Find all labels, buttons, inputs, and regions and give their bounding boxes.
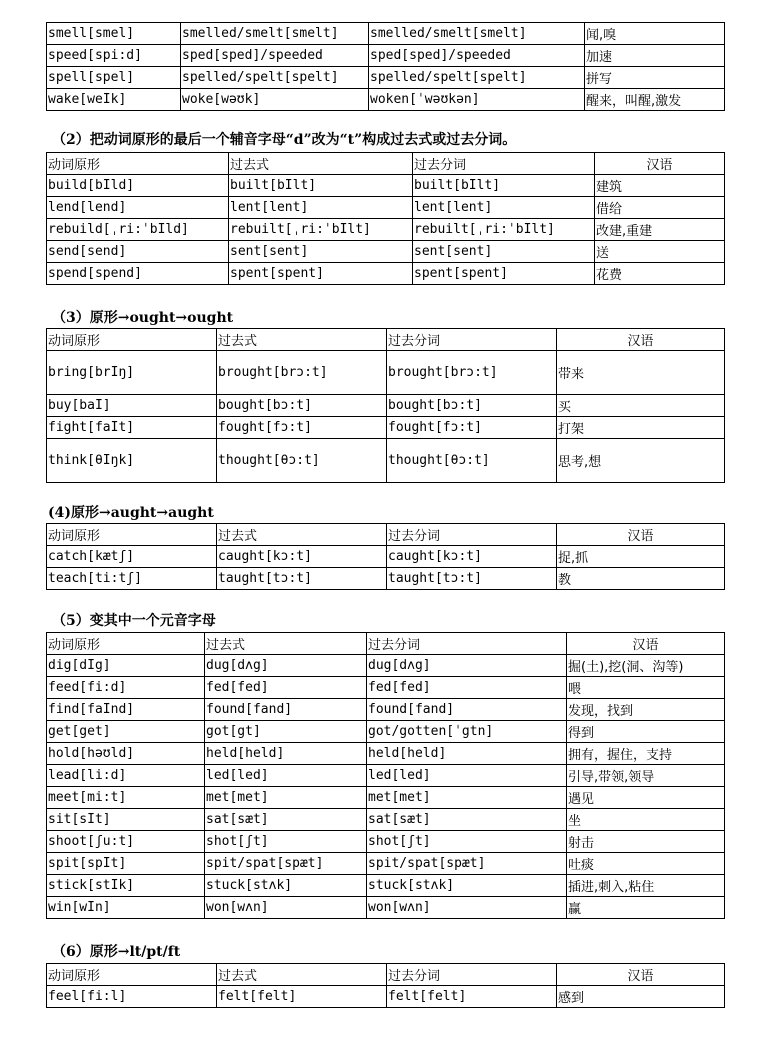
table-row — [47, 241, 725, 263]
header-past-participle: 过去分词 — [387, 964, 557, 986]
chinese-meaning-cell: 花费 — [595, 263, 725, 285]
base-form-cell: wake[weIk] — [47, 89, 181, 111]
section-title: （5）变其中一个元音字母 — [52, 613, 216, 629]
base-form-cell: speed[spi:d] — [47, 45, 181, 67]
base-form-cell: feed[fi:d] — [47, 677, 205, 699]
base-form-cell: lead[li:d] — [47, 765, 205, 787]
verb-table-aught — [46, 523, 725, 590]
past-tense-cell: held[held] — [205, 743, 367, 765]
chinese-meaning-cell: 借给 — [595, 197, 725, 219]
past-participle-cell: found[fand] — [367, 699, 567, 721]
header-past-tense: 过去式 — [205, 633, 367, 655]
section-title: （3）原形→ought→ought — [52, 310, 234, 326]
table-row — [47, 197, 725, 219]
past-participle-cell: spit/spat[spæt] — [367, 853, 567, 875]
past-participle-cell: fed[fed] — [367, 677, 567, 699]
table-row — [47, 875, 725, 897]
past-participle-cell: held[held] — [367, 743, 567, 765]
past-participle-cell: won[wʌn] — [367, 897, 567, 919]
past-participle-cell: lent[lent] — [413, 197, 595, 219]
base-form-cell: smell[smel] — [47, 23, 181, 45]
past-tense-cell: dug[dʌg] — [205, 655, 367, 677]
chinese-meaning-cell: 建筑 — [595, 175, 725, 197]
chinese-meaning-cell: 坐 — [567, 809, 725, 831]
past-tense-cell: got[gt] — [205, 721, 367, 743]
table-row — [47, 831, 725, 853]
base-form-cell: feel[fi:l] — [47, 986, 217, 1008]
table-header-row — [47, 633, 725, 655]
base-form-cell: teach[ti:tʃ] — [47, 568, 217, 590]
past-tense-cell: fed[fed] — [205, 677, 367, 699]
table-header-row — [47, 524, 725, 546]
past-tense-cell: spent[spent] — [229, 263, 413, 285]
chinese-meaning-cell: 赢 — [567, 897, 725, 919]
header-past-participle: 过去分词 — [413, 153, 595, 175]
base-form-cell: win[wIn] — [47, 897, 205, 919]
header-past-tense: 过去式 — [217, 524, 387, 546]
past-tense-cell: sped[sped]/speeded — [181, 45, 369, 67]
past-tense-cell: led[led] — [205, 765, 367, 787]
verb-table-continued — [46, 22, 725, 111]
chinese-meaning-cell: 吐痰 — [567, 853, 725, 875]
verb-table-vowel-change — [46, 632, 725, 919]
table-row — [47, 263, 725, 285]
past-participle-cell: smelled/smelt[smelt] — [369, 23, 585, 45]
past-tense-cell: smelled/smelt[smelt] — [181, 23, 369, 45]
table-row — [47, 45, 725, 67]
base-form-cell: hold[həʊld] — [47, 743, 205, 765]
header-past-tense: 过去式 — [217, 964, 387, 986]
past-participle-cell: met[met] — [367, 787, 567, 809]
header-past-participle: 过去分词 — [387, 329, 557, 351]
chinese-meaning-cell: 掘(土),挖(洞、沟等) — [567, 655, 725, 677]
base-form-cell: dig[dIg] — [47, 655, 205, 677]
table-row — [47, 721, 725, 743]
chinese-meaning-cell: 捉,抓 — [557, 546, 725, 568]
past-participle-cell: woken[ˈwəʊkən] — [369, 89, 585, 111]
table-row — [47, 395, 725, 417]
past-participle-cell: stuck[stʌk] — [367, 875, 567, 897]
base-form-cell: get[get] — [47, 721, 205, 743]
past-participle-cell: sent[sent] — [413, 241, 595, 263]
chinese-meaning-cell: 改建,重建 — [595, 219, 725, 241]
past-tense-cell: met[met] — [205, 787, 367, 809]
chinese-meaning-cell: 买 — [557, 395, 725, 417]
base-form-cell: rebuild[ˌri:ˈbIld] — [47, 219, 229, 241]
section-title: (4)原形→aught→aught — [48, 505, 214, 521]
table-row — [47, 655, 725, 677]
table-row — [47, 677, 725, 699]
chinese-meaning-cell: 发现，找到 — [567, 699, 725, 721]
past-participle-cell: taught[tɔ:t] — [387, 568, 557, 590]
header-base-form: 动词原形 — [47, 153, 229, 175]
past-tense-cell: fought[fɔ:t] — [217, 417, 387, 439]
header-past-tense: 过去式 — [217, 329, 387, 351]
verb-table-lt-pt-ft — [46, 963, 725, 1008]
past-participle-cell: shot[ʃt] — [367, 831, 567, 853]
past-tense-cell: built[bIlt] — [229, 175, 413, 197]
past-tense-cell: woke[wəʊk] — [181, 89, 369, 111]
chinese-meaning-cell: 喂 — [567, 677, 725, 699]
header-chinese: 汉语 — [557, 964, 725, 986]
base-form-cell: buy[baI] — [47, 395, 217, 417]
chinese-meaning-cell: 闻,嗅 — [585, 23, 725, 45]
base-form-cell: send[send] — [47, 241, 229, 263]
past-tense-cell: won[wʌn] — [205, 897, 367, 919]
chinese-meaning-cell: 带来 — [557, 351, 725, 395]
past-tense-cell: lent[lent] — [229, 197, 413, 219]
past-participle-cell: felt[felt] — [387, 986, 557, 1008]
header-base-form: 动词原形 — [47, 633, 205, 655]
chinese-meaning-cell: 拥有，握住，支持 — [567, 743, 725, 765]
past-participle-cell: built[bIlt] — [413, 175, 595, 197]
past-tense-cell: spelled/spelt[spelt] — [181, 67, 369, 89]
past-participle-cell: fought[fɔ:t] — [387, 417, 557, 439]
table-row — [47, 546, 725, 568]
section-title: （6）原形→lt/pt/ft — [52, 944, 181, 960]
table-header-row — [47, 329, 725, 351]
header-chinese: 汉语 — [567, 633, 725, 655]
header-chinese: 汉语 — [595, 153, 725, 175]
past-tense-cell: caught[kɔ:t] — [217, 546, 387, 568]
chinese-meaning-cell: 遇见 — [567, 787, 725, 809]
header-past-tense: 过去式 — [229, 153, 413, 175]
chinese-meaning-cell: 教 — [557, 568, 725, 590]
table-row — [47, 743, 725, 765]
past-participle-cell: led[led] — [367, 765, 567, 787]
chinese-meaning-cell: 得到 — [567, 721, 725, 743]
table-row — [47, 23, 725, 45]
verb-table-ought — [46, 328, 725, 483]
past-tense-cell: thought[θɔ:t] — [217, 439, 387, 483]
table-row — [47, 897, 725, 919]
chinese-meaning-cell: 射击 — [567, 831, 725, 853]
base-form-cell: bring[brIŋ] — [47, 351, 217, 395]
past-tense-cell: bought[bɔ:t] — [217, 395, 387, 417]
past-tense-cell: taught[tɔ:t] — [217, 568, 387, 590]
base-form-cell: sit[sIt] — [47, 809, 205, 831]
base-form-cell: spend[spend] — [47, 263, 229, 285]
past-tense-cell: rebuilt[ˌri:ˈbIlt] — [229, 219, 413, 241]
past-tense-cell: found[fand] — [205, 699, 367, 721]
chinese-meaning-cell: 醒来，叫醒,激发 — [585, 89, 725, 111]
past-participle-cell: sat[sæt] — [367, 809, 567, 831]
past-tense-cell: brought[brɔ:t] — [217, 351, 387, 395]
header-chinese: 汉语 — [557, 329, 725, 351]
past-participle-cell: spelled/spelt[spelt] — [369, 67, 585, 89]
base-form-cell: fight[faIt] — [47, 417, 217, 439]
chinese-meaning-cell: 插进,刺入,粘住 — [567, 875, 725, 897]
past-tense-cell: spit/spat[spæt] — [205, 853, 367, 875]
chinese-meaning-cell: 加速 — [585, 45, 725, 67]
past-participle-cell: caught[kɔ:t] — [387, 546, 557, 568]
table-row — [47, 986, 725, 1008]
table-row — [47, 417, 725, 439]
base-form-cell: spell[spel] — [47, 67, 181, 89]
chinese-meaning-cell: 感到 — [557, 986, 725, 1008]
table-row — [47, 765, 725, 787]
table-row — [47, 351, 725, 395]
header-chinese: 汉语 — [557, 524, 725, 546]
table-row — [47, 853, 725, 875]
base-form-cell: spit[spIt] — [47, 853, 205, 875]
table-row — [47, 175, 725, 197]
table-row — [47, 219, 725, 241]
header-base-form: 动词原形 — [47, 329, 217, 351]
table-row — [47, 439, 725, 483]
table-header-row — [47, 964, 725, 986]
table-header-row — [47, 153, 725, 175]
past-participle-cell: rebuilt[ˌri:ˈbIlt] — [413, 219, 595, 241]
chinese-meaning-cell: 拼写 — [585, 67, 725, 89]
past-participle-cell: spent[spent] — [413, 263, 595, 285]
table-row — [47, 699, 725, 721]
verb-table-d-to-t — [46, 152, 725, 285]
chinese-meaning-cell: 思考,想 — [557, 439, 725, 483]
table-row — [47, 809, 725, 831]
header-past-participle: 过去分词 — [387, 524, 557, 546]
past-tense-cell: felt[felt] — [217, 986, 387, 1008]
chinese-meaning-cell: 引导,带领,领导 — [567, 765, 725, 787]
chinese-meaning-cell: 打架 — [557, 417, 725, 439]
past-participle-cell: brought[brɔ:t] — [387, 351, 557, 395]
past-participle-cell: got/gotten[ˈgtn] — [367, 721, 567, 743]
base-form-cell: lend[lend] — [47, 197, 229, 219]
table-row — [47, 787, 725, 809]
header-base-form: 动词原形 — [47, 524, 217, 546]
table-row — [47, 67, 725, 89]
base-form-cell: think[θIŋk] — [47, 439, 217, 483]
past-participle-cell: sped[sped]/speeded — [369, 45, 585, 67]
past-tense-cell: shot[ʃt] — [205, 831, 367, 853]
chinese-meaning-cell: 送 — [595, 241, 725, 263]
past-tense-cell: sent[sent] — [229, 241, 413, 263]
past-tense-cell: sat[sæt] — [205, 809, 367, 831]
base-form-cell: catch[kætʃ] — [47, 546, 217, 568]
section-title: （2）把动词原形的最后一个辅音字母“d”改为“t”构成过去式或过去分词。 — [52, 132, 517, 148]
past-participle-cell: thought[θɔ:t] — [387, 439, 557, 483]
base-form-cell: shoot[ʃu:t] — [47, 831, 205, 853]
header-base-form: 动词原形 — [47, 964, 217, 986]
base-form-cell: stick[stIk] — [47, 875, 205, 897]
past-participle-cell: bought[bɔ:t] — [387, 395, 557, 417]
base-form-cell: find[faInd] — [47, 699, 205, 721]
table-row — [47, 568, 725, 590]
past-tense-cell: stuck[stʌk] — [205, 875, 367, 897]
table-row — [47, 89, 725, 111]
past-participle-cell: dug[dʌg] — [367, 655, 567, 677]
base-form-cell: build[bIld] — [47, 175, 229, 197]
header-past-participle: 过去分词 — [367, 633, 567, 655]
base-form-cell: meet[mi:t] — [47, 787, 205, 809]
